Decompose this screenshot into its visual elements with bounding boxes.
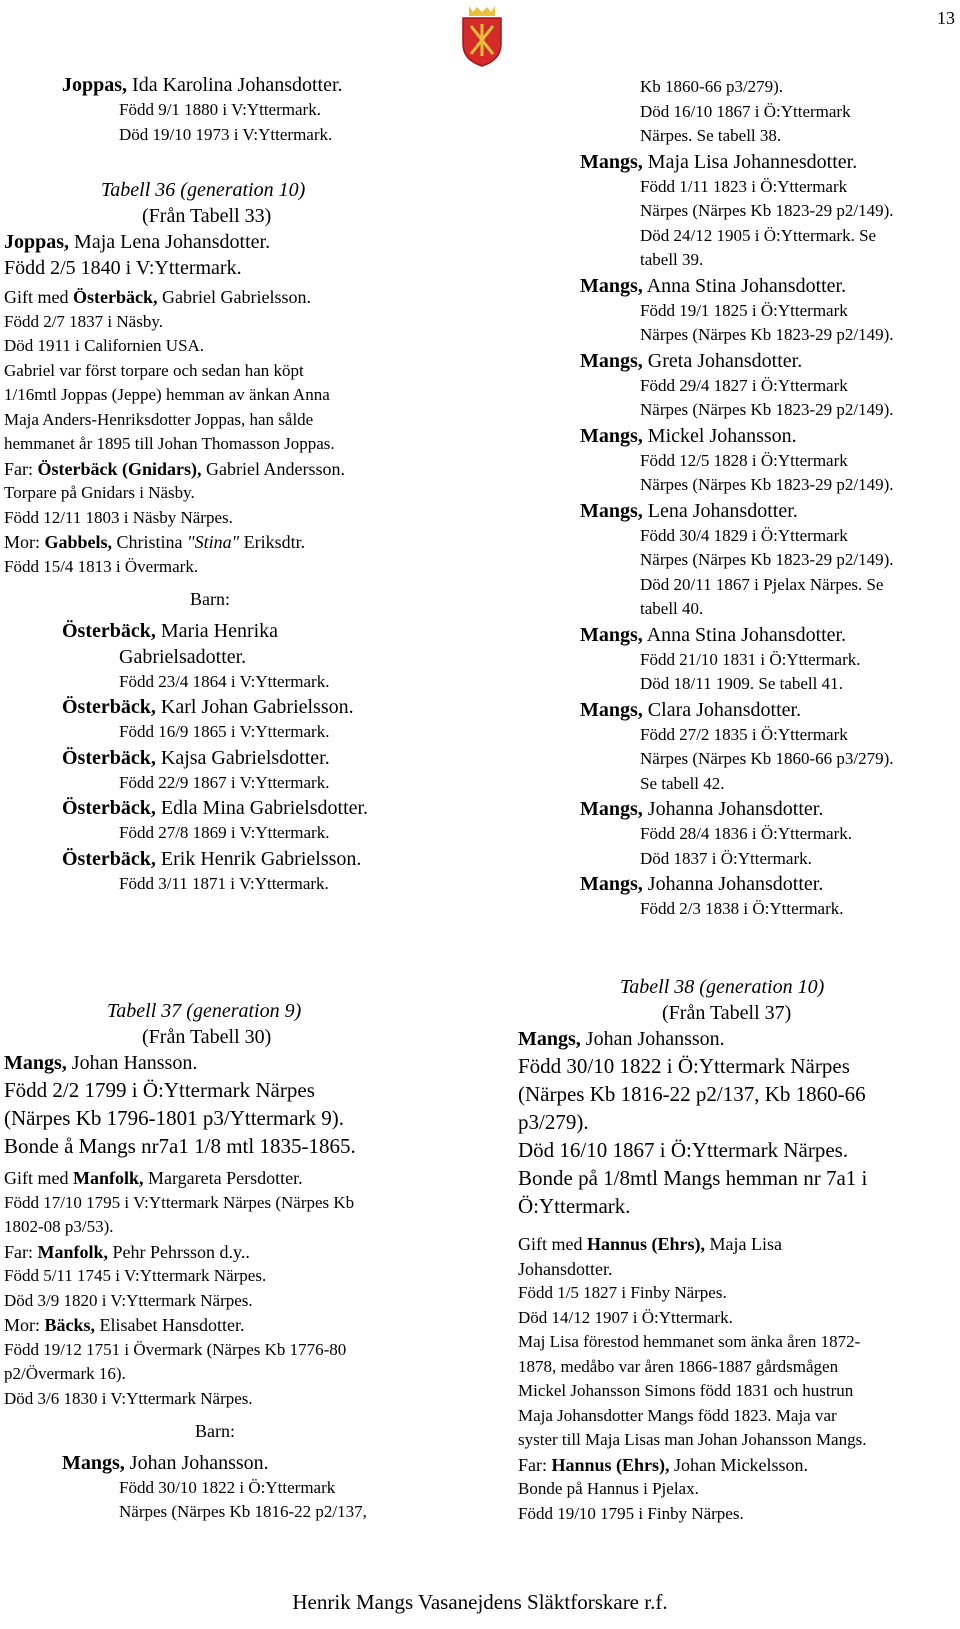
father-detail: Född 19/10 1795 i Finby Närpes. — [518, 1503, 744, 1523]
table38-detail: p3/279). — [518, 1110, 589, 1134]
table37-from: (Från Tabell 30) — [142, 1026, 272, 1048]
sibling-detail: Närpes (Närpes Kb 1823-29 p2/149). — [640, 325, 894, 344]
table38-heading: Tabell 38 (generation 10) — [620, 976, 825, 998]
children-label: Barn: — [195, 1421, 235, 1441]
sibling-detail: Född 21/10 1831 i Ö:Yttermark. — [640, 649, 861, 669]
sibling-name: Mangs, Maja Lisa Johannesdotter. — [580, 150, 858, 173]
father-detail: Bonde på Hannus i Pjelax. — [518, 1479, 699, 1498]
table36-spouse: Gift med Österbäck, Gabriel Gabrielsson. — [4, 287, 311, 307]
page-number: 13 — [937, 8, 955, 28]
sibling-name: Mangs, Johanna Johansdotter. — [580, 798, 824, 820]
table36-person: Joppas, Maja Lena Johansdotter. — [4, 231, 271, 253]
father-detail: Död 3/9 1820 i V:Yttermark Närpes. — [4, 1290, 253, 1310]
table37-father: Far: Manfolk, Pehr Pehrsson d.y.. — [4, 1241, 250, 1262]
child-born: Född 16/9 1865 i V:Yttermark. — [119, 722, 330, 741]
continued-line: Död 16/10 1867 i Ö:Yttermark — [640, 101, 851, 121]
birth-line: Född 9/1 1880 i V:Yttermark. — [119, 100, 321, 119]
table37-detail: (Närpes Kb 1796-1801 p3/Yttermark 9). — [4, 1106, 344, 1130]
table37-heading: Tabell 37 (generation 9) — [107, 1000, 302, 1022]
mother-born: Född 15/4 1813 i Övermark. — [4, 556, 199, 576]
sibling-detail: Död 20/11 1867 i Pjelax Närpes. Se — [640, 574, 884, 594]
child-born: Född 23/4 1864 i V:Yttermark. — [119, 671, 330, 691]
table38-from: (Från Tabell 37) — [662, 1002, 792, 1024]
continued-line: Kb 1860-66 p3/279). — [640, 77, 784, 96]
spouse-detail: Mickel Johansson Simons född 1831 och hustrun — [518, 1381, 854, 1400]
child-name: Österbäck, Maria Henrika — [62, 619, 279, 642]
table38-person: Mangs, Johan Johansson. — [518, 1028, 725, 1050]
spouse-detail: Född 17/10 1795 i V:Yttermark Närpes (Närpes Kb — [4, 1192, 355, 1212]
spouse-detail: Död 14/12 1907 i Ö:Yttermark. — [518, 1307, 733, 1327]
sibling-detail: Närpes (Närpes Kb 1823-29 p2/149). — [640, 400, 894, 419]
sibling-name: Mangs, Mickel Johansson. — [580, 424, 797, 447]
child-born: Född 27/8 1869 i V:Yttermark. — [119, 823, 330, 842]
sibling-detail: Död 18/11 1909. Se tabell 41. — [640, 674, 843, 693]
sibling-detail: Född 2/3 1838 i Ö:Yttermark. — [640, 899, 844, 918]
death-line: Död 19/10 1973 i V:Yttermark. — [119, 124, 333, 144]
sibling-detail: Född 30/4 1829 i Ö:Yttermark — [640, 525, 848, 545]
mother-detail: Död 3/6 1830 i V:Yttermark Närpes. — [4, 1388, 253, 1408]
sibling-detail: Död 24/12 1905 i Ö:Yttermark. Se — [640, 225, 877, 245]
child-name: Österbäck, Edla Mina Gabrielsdotter. — [62, 797, 369, 819]
father-born: Född 12/11 1803 i Näsby Närpes. — [4, 507, 233, 527]
table36-born: Född 2/5 1840 i V:Yttermark. — [4, 257, 242, 279]
spouse-born: Född 2/7 1837 i Näsby. — [4, 311, 163, 331]
child-born: Född 3/11 1871 i V:Yttermark. — [119, 873, 329, 893]
child-name: Mangs, Johan Johansson. — [62, 1451, 269, 1474]
child-born: Född 22/9 1867 i V:Yttermark. — [119, 772, 330, 792]
mother-detail: p2/Övermark 16). — [4, 1364, 126, 1383]
mother-detail: Född 19/12 1751 i Övermark (Närpes Kb 1776-80 — [4, 1339, 347, 1359]
table37-detail: Bonde å Mangs nr7a1 1/8 mtl 1835-1865. — [4, 1134, 356, 1158]
sibling-detail: Född 1/11 1823 i Ö:Yttermark — [640, 176, 848, 196]
table36-heading: Tabell 36 (generation 10) — [101, 179, 306, 201]
left-column-top — [0, 72, 450, 896]
sibling-detail: tabell 39. — [640, 250, 704, 269]
child-name: Österbäck, Kajsa Gabrielsdotter. — [62, 746, 330, 769]
spouse-detail: Född 1/5 1827 i Finby Närpes. — [518, 1283, 727, 1302]
table37-person: Mangs, Johan Hansson. — [4, 1052, 198, 1074]
sibling-detail: Se tabell 42. — [640, 773, 725, 793]
sibling-name: Mangs, Clara Johansdotter. — [580, 698, 802, 721]
father-line: Far: Österbäck (Gnidars), Gabriel Andersson. — [4, 458, 345, 479]
sibling-detail: Född 27/2 1835 i Ö:Yttermark — [640, 724, 848, 744]
sibling-detail: Närpes (Närpes Kb 1823-29 p2/149). — [640, 550, 894, 569]
spouse-detail: Maj Lisa förestod hemmanet som änka åren 1872- — [518, 1332, 861, 1351]
note-line: hemmanet år 1895 till Johan Thomasson Joppas. — [4, 434, 335, 453]
sibling-name: Mangs, Anna Stina Johansdotter. — [580, 274, 847, 297]
table37-section — [0, 998, 470, 1525]
spouse-detail: Maja Johansdotter Mangs född 1823. Maja var — [518, 1405, 837, 1425]
table38-detail: (Närpes Kb 1816-22 p2/137, Kb 1860-66 — [518, 1082, 866, 1106]
sibling-detail: Död 1837 i Ö:Yttermark. — [640, 848, 812, 868]
sibling-name: Mangs, Anna Stina Johansdotter. — [580, 623, 847, 646]
children-label: Barn: — [190, 589, 230, 609]
table37-spouse: Gift med Manfolk, Margareta Persdotter. — [4, 1168, 303, 1188]
spouse-died: Död 1911 i Californien USA. — [4, 336, 205, 355]
spouse-detail: 1802-08 p3/53). — [4, 1217, 114, 1236]
spouse-name-cont: Johansdotter. — [518, 1258, 613, 1279]
coat-of-arms-icon — [457, 4, 507, 68]
table36-from: (Från Tabell 33) — [142, 205, 272, 227]
spouse-detail: 1878, medåbo var åren 1866-1887 gårdsmågen — [518, 1356, 839, 1376]
child-detail: Närpes (Närpes Kb 1816-22 p2/137, — [119, 1502, 367, 1521]
table37-mother: Mor: Bäcks, Elisabet Hansdotter. — [4, 1315, 245, 1335]
sibling-detail: tabell 40. — [640, 599, 704, 618]
spouse-detail: syster till Maja Lisas man Johan Johansson Mangs. — [518, 1430, 867, 1449]
note-line: Gabriel var först torpare och sedan han köpt — [4, 360, 304, 380]
table38-spouse: Gift med Hannus (Ehrs), Maja Lisa — [518, 1234, 783, 1254]
sibling-name: Mangs, Greta Johansdotter. — [580, 349, 803, 372]
child-name-cont: Gabrielsadotter. — [119, 645, 247, 668]
note-line: Maja Anders-Henriksdotter Joppas, han sålde — [4, 409, 314, 429]
sibling-detail: Född 29/4 1827 i Ö:Yttermark — [640, 375, 848, 395]
child-name: Österbäck, Karl Johan Gabrielsson. — [62, 696, 354, 718]
table38-detail: Ö:Yttermark. — [518, 1194, 631, 1218]
table38-detail: Född 30/10 1822 i Ö:Yttermark Närpes — [518, 1054, 850, 1078]
sibling-detail: Född 12/5 1828 i Ö:Yttermark — [640, 450, 848, 470]
sibling-detail: Född 19/1 1825 i Ö:Yttermark — [640, 300, 848, 320]
child-name: Österbäck, Erik Henrik Gabrielsson. — [62, 847, 362, 870]
mother-line: Mor: Gabbels, Christina "Stina" Eriksdtr. — [4, 532, 306, 552]
child-detail: Född 30/10 1822 i Ö:Yttermark — [119, 1477, 336, 1497]
table37-detail: Född 2/2 1799 i Ö:Yttermark Närpes — [4, 1078, 315, 1102]
table38-detail: Död 16/10 1867 i Ö:Yttermark Närpes. — [518, 1138, 849, 1162]
person-heading: Joppas, Ida Karolina Johansdotter. — [62, 74, 343, 96]
right-column-top — [580, 75, 960, 922]
continued-line: Närpes. Se tabell 38. — [640, 126, 782, 145]
sibling-name: Mangs, Lena Johansdotter. — [580, 499, 798, 522]
sibling-name: Mangs, Johanna Johansdotter. — [580, 873, 824, 895]
sibling-detail: Närpes (Närpes Kb 1823-29 p2/149). — [640, 475, 894, 494]
table38-detail: Bonde på 1/8mtl Mangs hemman nr 7a1 i — [518, 1166, 868, 1190]
note-line: 1/16mtl Joppas (Jeppe) hemman av änkan Anna — [4, 385, 330, 404]
table38-father: Far: Hannus (Ehrs), Johan Mickelsson. — [518, 1454, 809, 1475]
sibling-detail: Närpes (Närpes Kb 1823-29 p2/149). — [640, 201, 894, 220]
father-occupation: Torpare på Gnidars i Näsby. — [4, 483, 195, 502]
table38-section — [518, 974, 958, 1526]
page-footer: Henrik Mangs Vasanejdens Släktforskare r.f. — [292, 1590, 668, 1614]
sibling-detail: Närpes (Närpes Kb 1860-66 p3/279). — [640, 749, 894, 768]
sibling-detail: Född 28/4 1836 i Ö:Yttermark. — [640, 824, 853, 843]
father-detail: Född 5/11 1745 i V:Yttermark Närpes. — [4, 1266, 267, 1285]
